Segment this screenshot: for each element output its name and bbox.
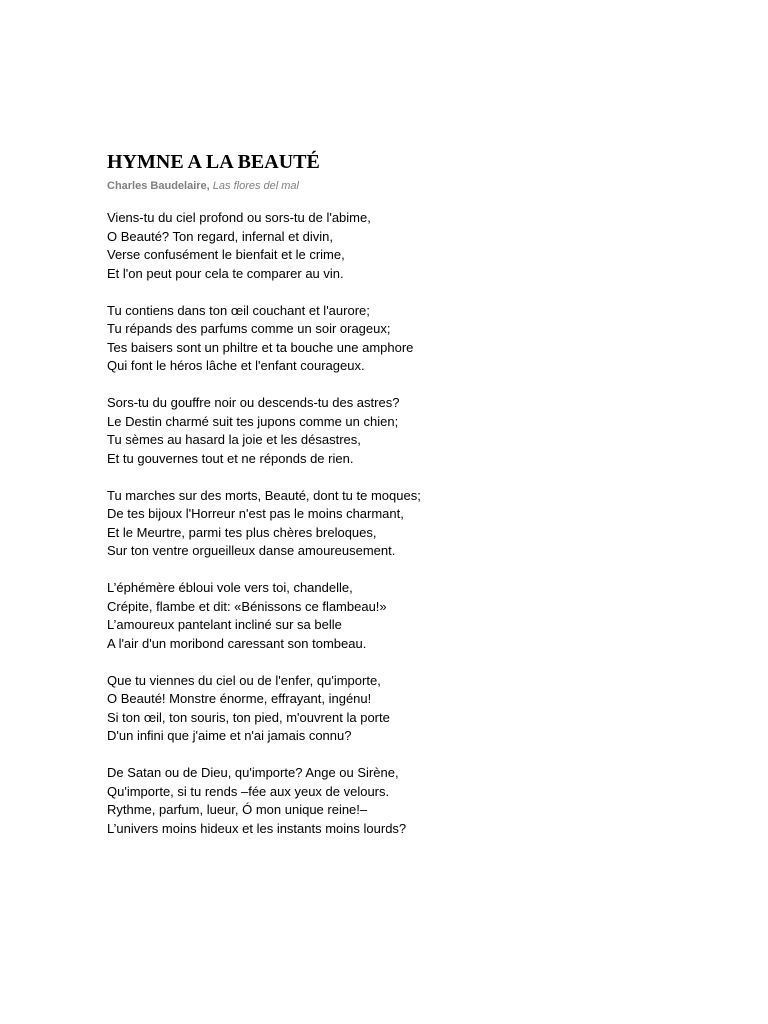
poem-line: Le Destin charmé suit tes jupons comme un chien; [107,413,399,429]
poem-line: Sur ton ventre orgueilleux danse amoureusement. [107,543,396,558]
poem-line: L’amoureux pantelant incliné sur sa belle [107,617,342,632]
author-name: Charles Baudelaire, [107,180,210,192]
poem-title: HYMNE A LA BEAUTÉ [107,151,320,173]
byline [107,179,667,193]
poem-line: Tu répands des parfums comme un soir orageux; [107,321,391,336]
stanza-4 [107,487,667,561]
poem-line: Si ton œil, ton souris, ton pied, m'ouvrent la porte [107,709,390,725]
poem-line: Qui font le héros lâche et l'enfant courageux. [107,358,365,373]
poem-line: Tu contiens dans ton œil couchant et l'aurore; [107,302,370,318]
poem-line: O Beauté? Ton regard, infernal et divin, [107,228,333,244]
poem-line: De Satan ou de Dieu, qu'importe? Ange ou Sirène, [107,765,399,780]
stanza-3 [107,394,667,468]
poem-line: D'un infini que j'aime et n'ai jamais connu? [107,728,352,743]
poem-line: Et le Meurtre, parmi tes plus chères breloques, [107,524,377,540]
poem-line: Et l'on peut pour cela te comparer au vin. [107,265,344,281]
stanza-5 [107,579,667,653]
poem-body [107,209,667,838]
stanza-7 [107,764,667,838]
poem-line: Viens-tu du ciel profond ou sors-tu de l'abime, [107,210,371,225]
stanza-6 [107,672,667,746]
poem-line: L’éphémère ébloui vole vers toi, chandelle, [107,580,353,595]
poem-line: L’univers moins hideux et les instants moins lourds? [107,820,407,836]
poem-line: O Beauté! Monstre énorme, effrayant, ingénu! [107,691,372,706]
poem-line: De tes bijoux l'Horreur n'est pas le moins charmant, [107,506,404,521]
poem-line: Crépite, flambe et dit: «Bénissons ce flambeau!» [107,598,387,614]
poem-line: A l'air d'un moribond caressant son tombeau. [107,635,367,651]
stanza-2 [107,302,667,376]
stanza-1 [107,209,667,283]
poem-line: Tu sèmes au hasard la joie et les désastres, [107,432,361,447]
poem-line: Verse confusément le bienfait et le crime, [107,247,345,262]
poem-container [107,150,667,857]
poem-line: Qu'importe, si tu rends –fée aux yeux de velours. [107,783,390,799]
work-title: Las flores del mal [212,180,299,192]
poem-line: Tu marches sur des morts, Beauté, dont tu te moques; [107,487,421,503]
poem-line: Et tu gouvernes tout et ne réponds de rien. [107,450,354,466]
poem-line: Tes baisers sont un philtre et ta bouche une amphore [107,339,414,355]
poem-line: Sors-tu du gouffre noir ou descends-tu des astres? [107,395,400,410]
poem-line: Rythme, parfum, lueur, Ó mon unique reine!– [107,802,368,817]
poem-line: Que tu viennes du ciel ou de l'enfer, qu'importe, [107,672,381,688]
